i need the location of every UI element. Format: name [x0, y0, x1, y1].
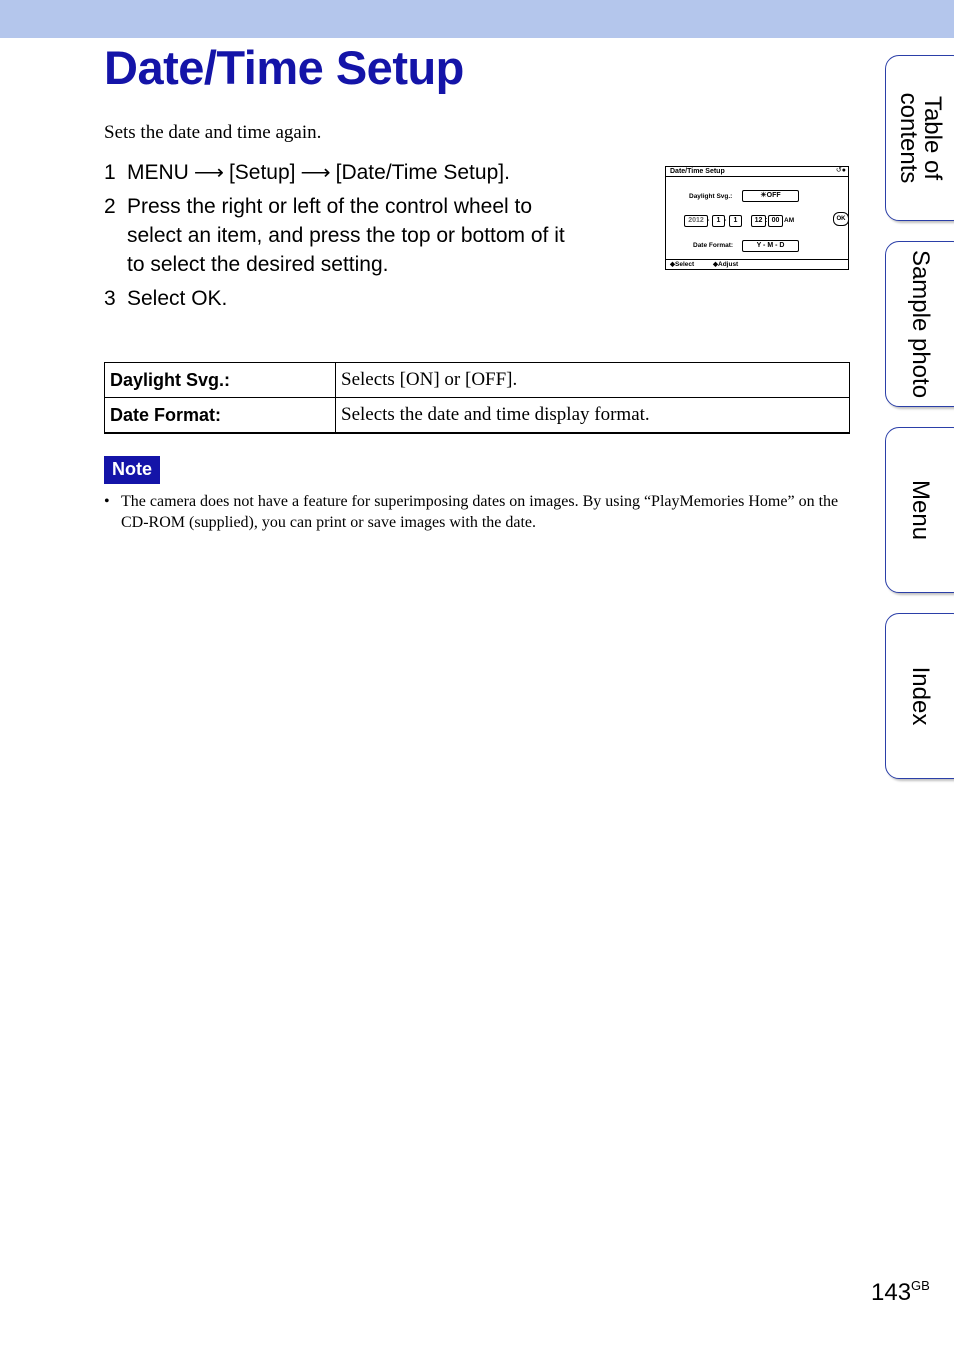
arrow-right-icon: ⟶ — [300, 161, 331, 184]
note-content: The camera does not have a feature for superimposing dates on images. By using “PlayMemories Home” on the CD-ROM (supplied), you can print or save images with the date. — [121, 493, 839, 531]
page-number-value: 143 — [871, 1279, 912, 1306]
daylight-value-box: ☀OFF — [742, 190, 799, 202]
step-2 — [104, 192, 584, 279]
step-number: 1 — [104, 161, 116, 184]
step-text: Press the right or left of the control wheel to select an item, and press the top or bottom of it to select the desired setting. — [127, 195, 565, 276]
table-key: Daylight Svg.: — [105, 363, 336, 398]
year-box: 2012 — [684, 215, 708, 227]
date-separator: - — [724, 217, 727, 224]
tab-label — [896, 93, 944, 184]
page-title: Date/Time Setup — [104, 41, 464, 94]
menu-path-menu: MENU — [127, 161, 189, 184]
step-1 — [104, 158, 584, 187]
footer-select: ◆Select — [670, 261, 695, 268]
date-format-value-box: Y - M - D — [742, 240, 799, 252]
date-separator: - — [707, 217, 710, 224]
tab-label: Menu — [907, 479, 934, 541]
month-box: 1 — [712, 215, 725, 227]
daylight-label: Daylight Svg.: — [689, 193, 733, 200]
ok-icon: OK — [833, 212, 849, 226]
table-row — [105, 398, 850, 434]
footer-adjust: ◆Adjust — [713, 261, 739, 268]
time-separator: : — [765, 217, 768, 224]
step-text: Select OK. — [127, 287, 228, 310]
arrow-right-icon: ⟶ — [193, 161, 224, 184]
tab-label-line: contents — [895, 92, 922, 184]
bullet-icon: • — [104, 493, 110, 510]
step-number: 3 — [104, 287, 116, 310]
tab-label: Index — [907, 666, 934, 726]
step-number: 2 — [104, 195, 116, 218]
table-value: Selects the date and time display format. — [336, 398, 850, 434]
header-band — [0, 0, 954, 38]
settings-table — [104, 362, 850, 434]
tab-sample-photo[interactable] — [885, 241, 954, 407]
intro-text: Sets the date and time again. — [104, 122, 322, 143]
camera-screen-illustration — [665, 166, 849, 270]
note-badge: Note — [104, 456, 160, 484]
screen-title: Date/Time Setup — [670, 168, 725, 175]
date-format-label: Date Format: — [693, 242, 734, 249]
minute-box: 00 — [768, 215, 783, 227]
tab-label: Sample photo — [907, 249, 934, 399]
menu-path-setup: [Setup] — [228, 161, 296, 184]
tab-menu[interactable] — [885, 427, 954, 593]
tab-table-of-contents[interactable] — [885, 55, 954, 221]
screen-footer — [666, 259, 848, 269]
steps-list — [104, 158, 584, 318]
tab-label-line: Table of — [919, 95, 946, 181]
note-text — [104, 491, 852, 533]
table-value: Selects [ON] or [OFF]. — [336, 363, 850, 398]
back-icon: ↺● — [835, 167, 846, 174]
table-key: Date Format: — [105, 398, 336, 434]
menu-path-datetime: [Date/Time Setup]. — [335, 161, 510, 184]
hour-box: 12 — [751, 215, 766, 227]
page-number — [871, 1278, 930, 1307]
ampm-label: AM — [784, 217, 795, 224]
page-suffix: GB — [911, 1278, 930, 1293]
step-3 — [104, 284, 584, 313]
screen-header — [666, 167, 848, 177]
day-box: 1 — [729, 215, 742, 227]
table-row — [105, 363, 850, 398]
tab-index[interactable] — [885, 613, 954, 779]
